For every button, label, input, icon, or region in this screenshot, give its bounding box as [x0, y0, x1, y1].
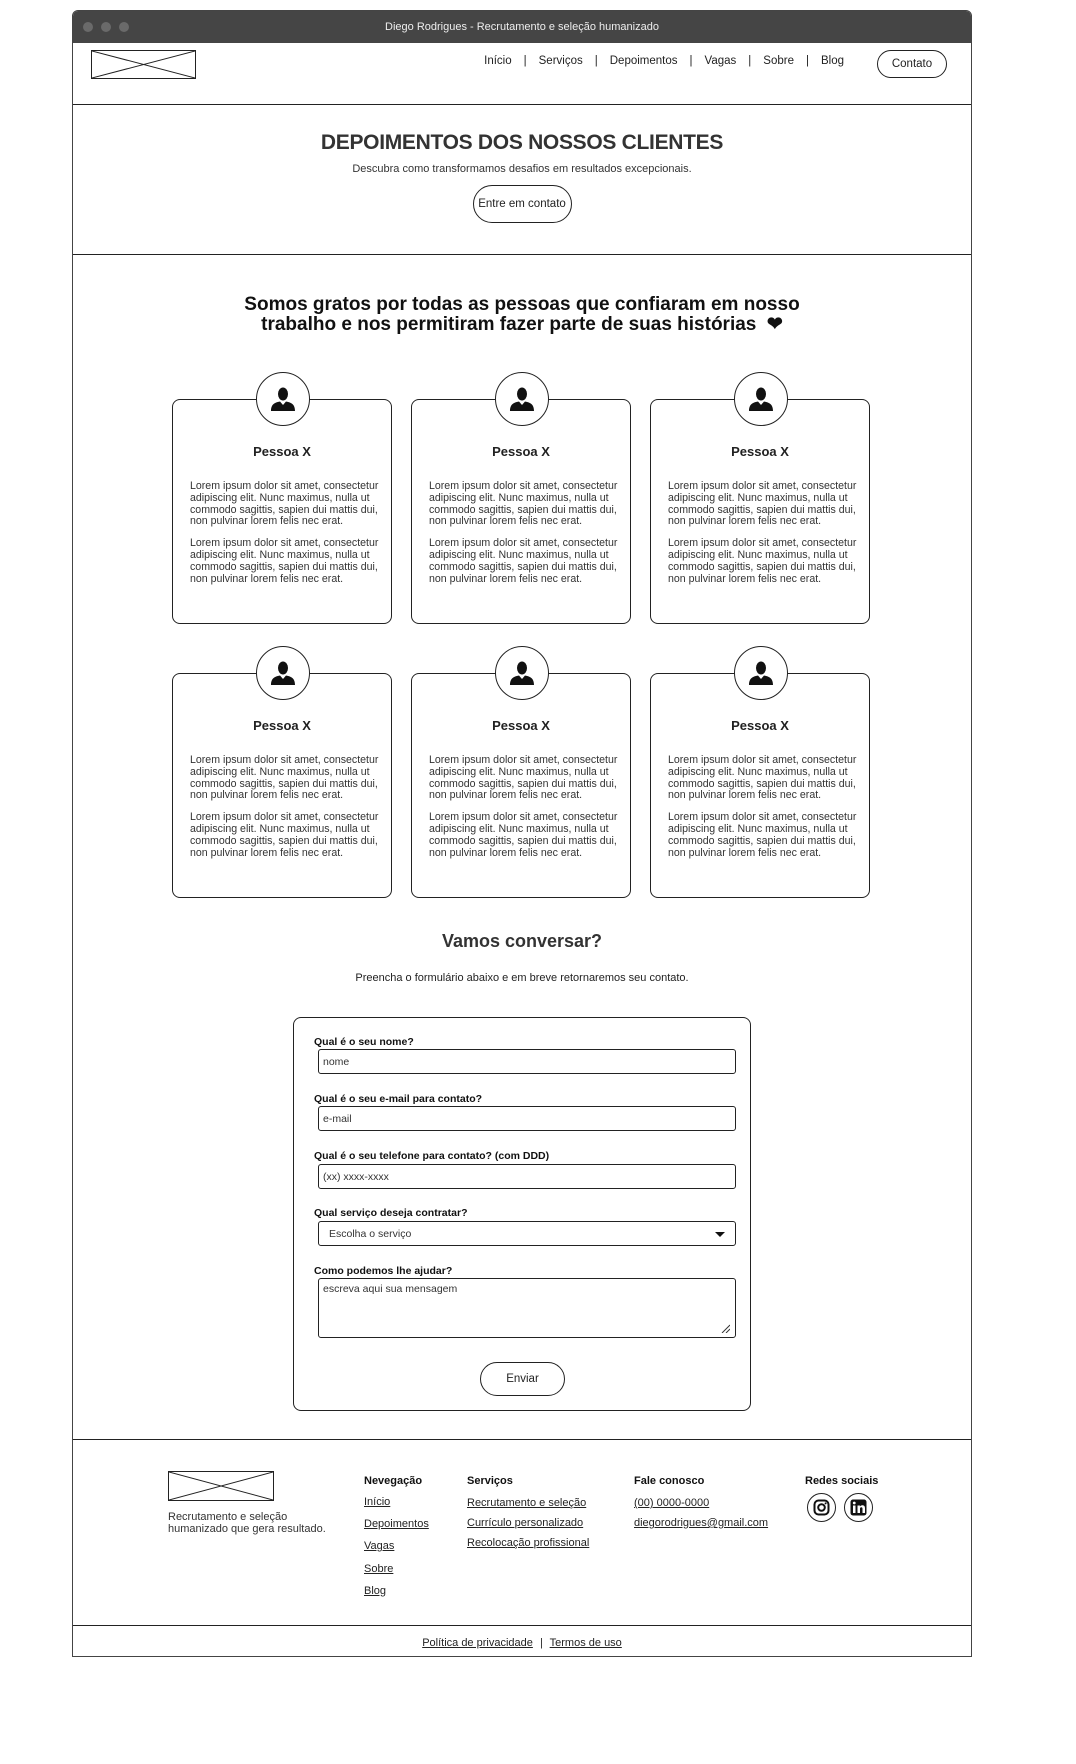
gratitude-heading	[73, 295, 971, 335]
legal-links	[73, 1637, 971, 1649]
maximize-window-dot[interactable]	[119, 22, 129, 32]
testimonial-text: Lorem ipsum dolor sit amet, consectetur adipiscing elit. Nunc maximus, nulla ut commodo sagittis, sapien dui mattis dui, non pulvinar lorem felis nec erat.	[190, 811, 379, 859]
footer-nav-title: Nevegação	[364, 1475, 423, 1487]
linkedin-icon[interactable]	[844, 1493, 873, 1522]
footer-divider	[73, 1439, 971, 1440]
footer-link-curriculo[interactable]: Currículo personalizado	[467, 1517, 584, 1529]
testimonial-name: Pessoa X	[731, 718, 789, 733]
contact-subtitle: Preencha o formulário abaixo e em breve retornaremos seu contato.	[355, 972, 689, 984]
footer-tagline-line-2: humanizado que gera resultado.	[168, 1523, 326, 1535]
gratitude-line-2: trabalho e nos permitiram fazer parte de suas histórias	[261, 314, 757, 335]
footer-link-recrutamento[interactable]: Recrutamento e seleção	[467, 1497, 587, 1509]
window-title: Diego Rodrigues - Recrutamento e seleção humanizado	[385, 21, 659, 33]
footer-tagline-line-1: Recrutamento e seleção	[168, 1511, 288, 1523]
footer-link-depoimentos[interactable]: Depoimentos	[364, 1518, 429, 1530]
testimonial-text: Lorem ipsum dolor sit amet, consectetur adipiscing elit. Nunc maximus, nulla ut commodo sagittis, sapien dui mattis dui, non pulvinar lorem felis nec erat.	[668, 537, 857, 585]
legal-separator: |	[539, 1637, 543, 1649]
hero-section	[73, 104, 971, 255]
browser-window	[72, 10, 972, 1657]
testimonial-card	[411, 673, 631, 898]
testimonial-text: Lorem ipsum dolor sit amet, consectetur adipiscing elit. Nunc maximus, nulla ut commodo sagittis, sapien dui mattis dui, non pulvinar lorem felis nec erat.	[429, 811, 618, 859]
testimonial-text: Lorem ipsum dolor sit amet, consectetur adipiscing elit. Nunc maximus, nulla ut commodo sagittis, sapien dui mattis dui, non pulvinar lorem felis nec erat.	[429, 754, 618, 802]
testimonial-text: Lorem ipsum dolor sit amet, consectetur adipiscing elit. Nunc maximus, nulla ut commodo sagittis, sapien dui mattis dui, non pulvinar lorem felis nec erat.	[668, 811, 857, 859]
footer-link-blog[interactable]: Blog	[364, 1585, 387, 1597]
nav-depoimentos[interactable]: Depoimentos	[609, 55, 678, 67]
hero-subtitle: Descubra como transformamos desafios em resultados excepcionais.	[352, 163, 692, 175]
testimonial-text: Lorem ipsum dolor sit amet, consectetur adipiscing elit. Nunc maximus, nulla ut commodo sagittis, sapien dui mattis dui, non pulvinar lorem felis nec erat.	[668, 480, 857, 528]
person-avatar-icon	[734, 372, 788, 426]
testimonial-text: Lorem ipsum dolor sit amet, consectetur adipiscing elit. Nunc maximus, nulla ut commodo sagittis, sapien dui mattis dui, non pulvinar lorem felis nec erat.	[190, 480, 379, 528]
nav-inicio[interactable]: Início	[484, 55, 512, 67]
email-label: Qual é o seu e-mail para contato?	[314, 1093, 483, 1105]
heart-icon: ❤	[766, 314, 783, 335]
nav-sobre[interactable]: Sobre	[763, 55, 794, 67]
submit-button[interactable]: Enviar	[480, 1362, 565, 1396]
testimonial-text: Lorem ipsum dolor sit amet, consectetur adipiscing elit. Nunc maximus, nulla ut commodo sagittis, sapien dui mattis dui, non pulvinar lorem felis nec erat.	[429, 537, 618, 585]
name-input[interactable]: nome	[318, 1049, 736, 1074]
privacy-link[interactable]: Política de privacidade	[422, 1637, 533, 1649]
close-window-dot[interactable]	[83, 22, 93, 32]
testimonial-name: Pessoa X	[253, 444, 311, 459]
testimonial-name: Pessoa X	[492, 718, 550, 733]
nav-servicos[interactable]: Serviços	[538, 55, 583, 67]
person-avatar-icon	[495, 372, 549, 426]
service-select-value: Escolha o serviço	[329, 1228, 412, 1240]
footer-social-title: Redes sociais	[805, 1475, 879, 1487]
person-avatar-icon	[256, 646, 310, 700]
testimonial-card	[172, 399, 392, 624]
phone-label: Qual é o seu telefone para contato? (com DDD)	[314, 1150, 550, 1162]
testimonial-text: Lorem ipsum dolor sit amet, consectetur adipiscing elit. Nunc maximus, nulla ut commodo sagittis, sapien dui mattis dui, non pulvinar lorem felis nec erat.	[668, 754, 857, 802]
testimonial-name: Pessoa X	[731, 444, 789, 459]
person-avatar-icon	[495, 646, 549, 700]
testimonial-name: Pessoa X	[253, 718, 311, 733]
testimonial-text: Lorem ipsum dolor sit amet, consectetur adipiscing elit. Nunc maximus, nulla ut commodo sagittis, sapien dui mattis dui, non pulvinar lorem felis nec erat.	[190, 537, 379, 585]
instagram-icon[interactable]	[807, 1493, 836, 1522]
title-bar	[73, 11, 971, 43]
testimonial-card	[650, 673, 870, 898]
terms-link[interactable]: Termos de uso	[549, 1637, 622, 1649]
footer-link-recolocacao[interactable]: Recolocação profissional	[467, 1537, 590, 1549]
message-textarea[interactable]	[318, 1278, 736, 1338]
message-label: Como podemos lhe ajudar?	[314, 1265, 453, 1277]
gratitude-line-1: Somos gratos por todas as pessoas que confiaram em nosso	[244, 294, 800, 315]
chevron-down-icon	[715, 1232, 725, 1237]
testimonial-name: Pessoa X	[492, 444, 550, 459]
footer-bottom-divider	[73, 1625, 971, 1626]
footer-phone-link[interactable]: (00) 0000-0000	[634, 1497, 710, 1509]
footer-link-inicio[interactable]: Início	[364, 1496, 391, 1508]
minimize-window-dot[interactable]	[101, 22, 111, 32]
footer-contact-title: Fale conosco	[634, 1475, 705, 1487]
nav-vagas[interactable]: Vagas	[704, 55, 737, 67]
contact-form	[293, 1017, 751, 1411]
footer-link-sobre[interactable]: Sobre	[364, 1563, 394, 1575]
testimonial-card	[411, 399, 631, 624]
contact-title: Vamos conversar?	[441, 931, 603, 951]
testimonial-text: Lorem ipsum dolor sit amet, consectetur adipiscing elit. Nunc maximus, nulla ut commodo sagittis, sapien dui mattis dui, non pulvinar lorem felis nec erat.	[190, 754, 379, 802]
email-input[interactable]: e-mail	[318, 1106, 736, 1131]
phone-input[interactable]: (xx) xxxx-xxxx	[318, 1164, 736, 1189]
person-avatar-icon	[734, 646, 788, 700]
hero-cta-button[interactable]: Entre em contato	[473, 185, 572, 223]
testimonial-text: Lorem ipsum dolor sit amet, consectetur adipiscing elit. Nunc maximus, nulla ut commodo sagittis, sapien dui mattis dui, non pulvinar lorem felis nec erat.	[429, 480, 618, 528]
name-label: Qual é o seu nome?	[314, 1036, 414, 1048]
footer-services-title: Serviços	[467, 1475, 513, 1487]
testimonial-card	[650, 399, 870, 624]
footer-email-link[interactable]: diegorodrigues@gmail.com	[634, 1517, 769, 1529]
contact-button[interactable]: Contato	[877, 50, 947, 78]
hero-title: DEPOIMENTOS DOS NOSSOS CLIENTES	[320, 131, 724, 154]
logo-placeholder[interactable]	[91, 50, 196, 79]
message-placeholder: escreva aqui sua mensagem	[323, 1283, 458, 1295]
footer-logo-placeholder[interactable]	[168, 1471, 274, 1501]
person-avatar-icon	[256, 372, 310, 426]
footer-tagline	[168, 1511, 326, 1535]
nav-blog[interactable]: Blog	[820, 55, 844, 67]
footer-link-vagas[interactable]: Vagas	[364, 1540, 395, 1552]
resize-handle-icon[interactable]	[721, 1324, 730, 1333]
main-nav: Início | Serviços | Depoimentos | Vagas | Sobre | Blog	[472, 55, 856, 67]
service-label: Qual serviço deseja contratar?	[314, 1207, 468, 1219]
service-select[interactable]	[318, 1221, 736, 1246]
testimonial-card	[172, 673, 392, 898]
